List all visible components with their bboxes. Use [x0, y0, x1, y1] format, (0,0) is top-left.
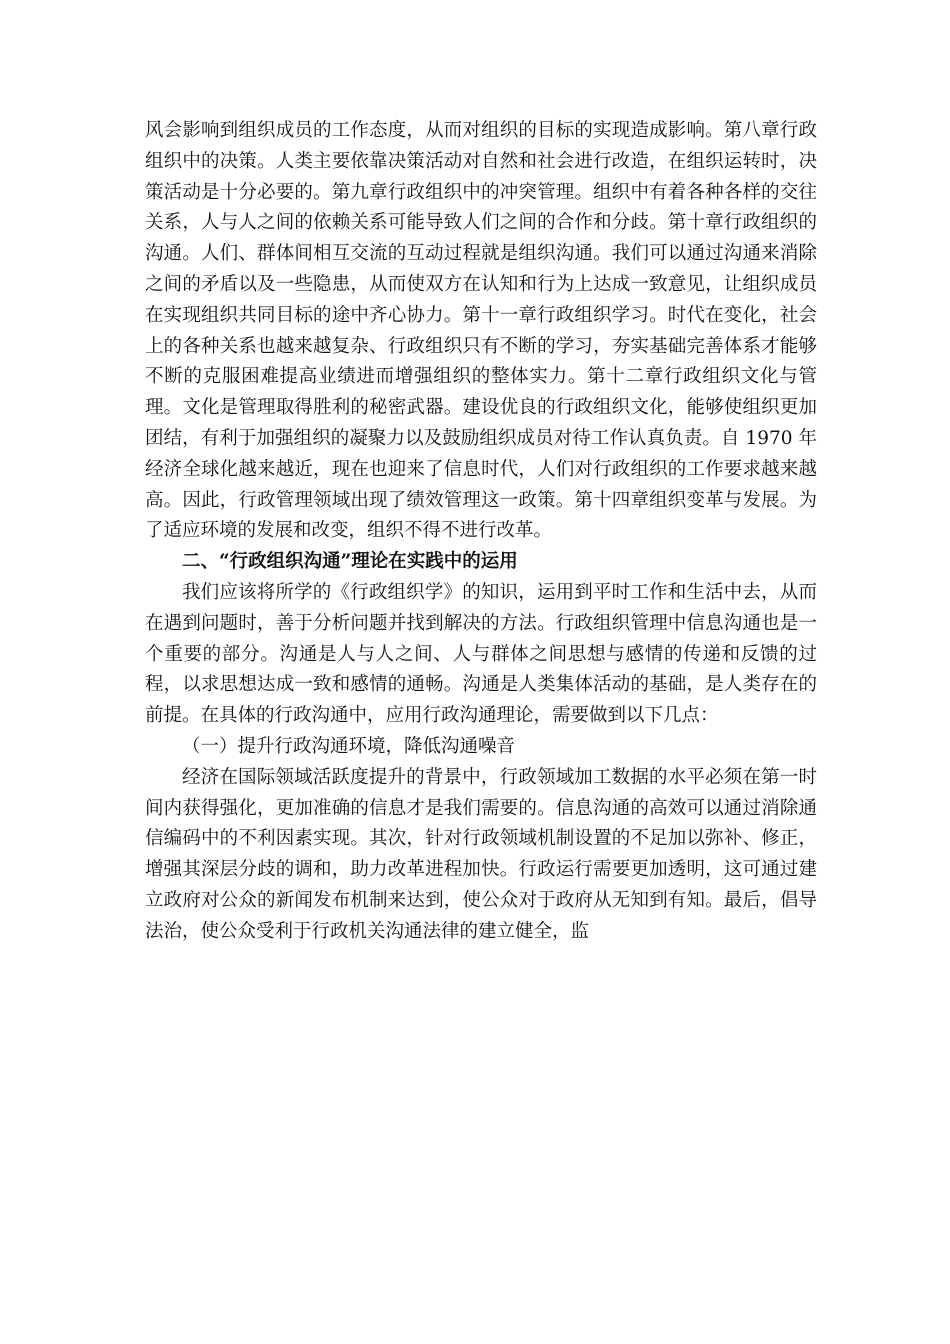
body-paragraph: 我们应该将所学的《行政组织学》的知识，运用到平时工作和生活中去，从而在遇到问题时，善于分析问题并找到解决的方法。行政组织管理中信息沟通也是一个重要的部分。沟通是人与人之间、人与群体之间思想与感情的传递和反馈的过程，以求思想达成一致和感情的通畅。沟通是人类集体活动的基础，是人类存在的前提。在具体的行政沟通中，应用行政沟通理论，需要做到以下几点： [145, 581, 817, 727]
body-paragraph-continued: 风会影响到组织成员的工作态度，从而对组织的目标的实现造成影响。第八章行政组织中的决策。人类主要依靠决策活动对自然和社会进行改造，在组织运转时，决策活动是十分必要的。第九章行政组织中的冲突管理。组织中有着各种各样的交往关系，人与人之间的依赖关系可能导致人们之间的合作和分歧。第十章行政组织的沟通。人们、群体间相互交流的互动过程就是组织沟通。我们可以通过沟通来消除之间的矛盾以及一些隐患，从而使双方在认知和行为上达成一致意见，让组织成员在实现组织共同目标的途中齐心协力。第十一章行政组织学习。时代在变化，社会上的各种关系也越来越复杂、行政组织只有不断的学习，夯实基础完善体系才能够不断的克服困难提高业绩进而增强组织的整体实力。第十二章行政组织文化与管理。文化是管理取得胜利的秘密武器。建设优良的行政组织文化，能够使组织更加团结，有利于加强组织的凝聚力以及鼓励组织成员对待工作认真负责。自 1970 年经济全球化越来越近，现在也迎来了信息时代，人们对行政组织的工作要求越来越高。因此，行政管理领域出现了绩效管理这一政策。第十四章组织变革与发展。为了适应环境的发展和改变，组织不得不进行改革。 [145, 120, 817, 542]
subsection-heading: （一）提升行政沟通环境，降低沟通噪音 [182, 735, 516, 757]
document-page [145, 116, 817, 948]
body-paragraph: 经济在国际领域活跃度提升的背景中，行政领域加工数据的水平必须在第一时间内获得强化，更加准确的信息才是我们需要的。信息沟通的高效可以通过消除通信编码中的不利因素实现。其次，针对行政领域机制设置的不足加以弥补、修正，增强其深层分歧的调和，助力改革进程加快。行政运行需要更加透明，这可通过建立政府对公众的新闻发布机制来达到，使公众对于政府从无知到有知。最后，倡导法治，使公众受利于行政机关沟通法律的建立健全，监 [145, 766, 817, 942]
section-heading: 二、“行政组织沟通”理论在实践中的运用 [182, 551, 518, 573]
